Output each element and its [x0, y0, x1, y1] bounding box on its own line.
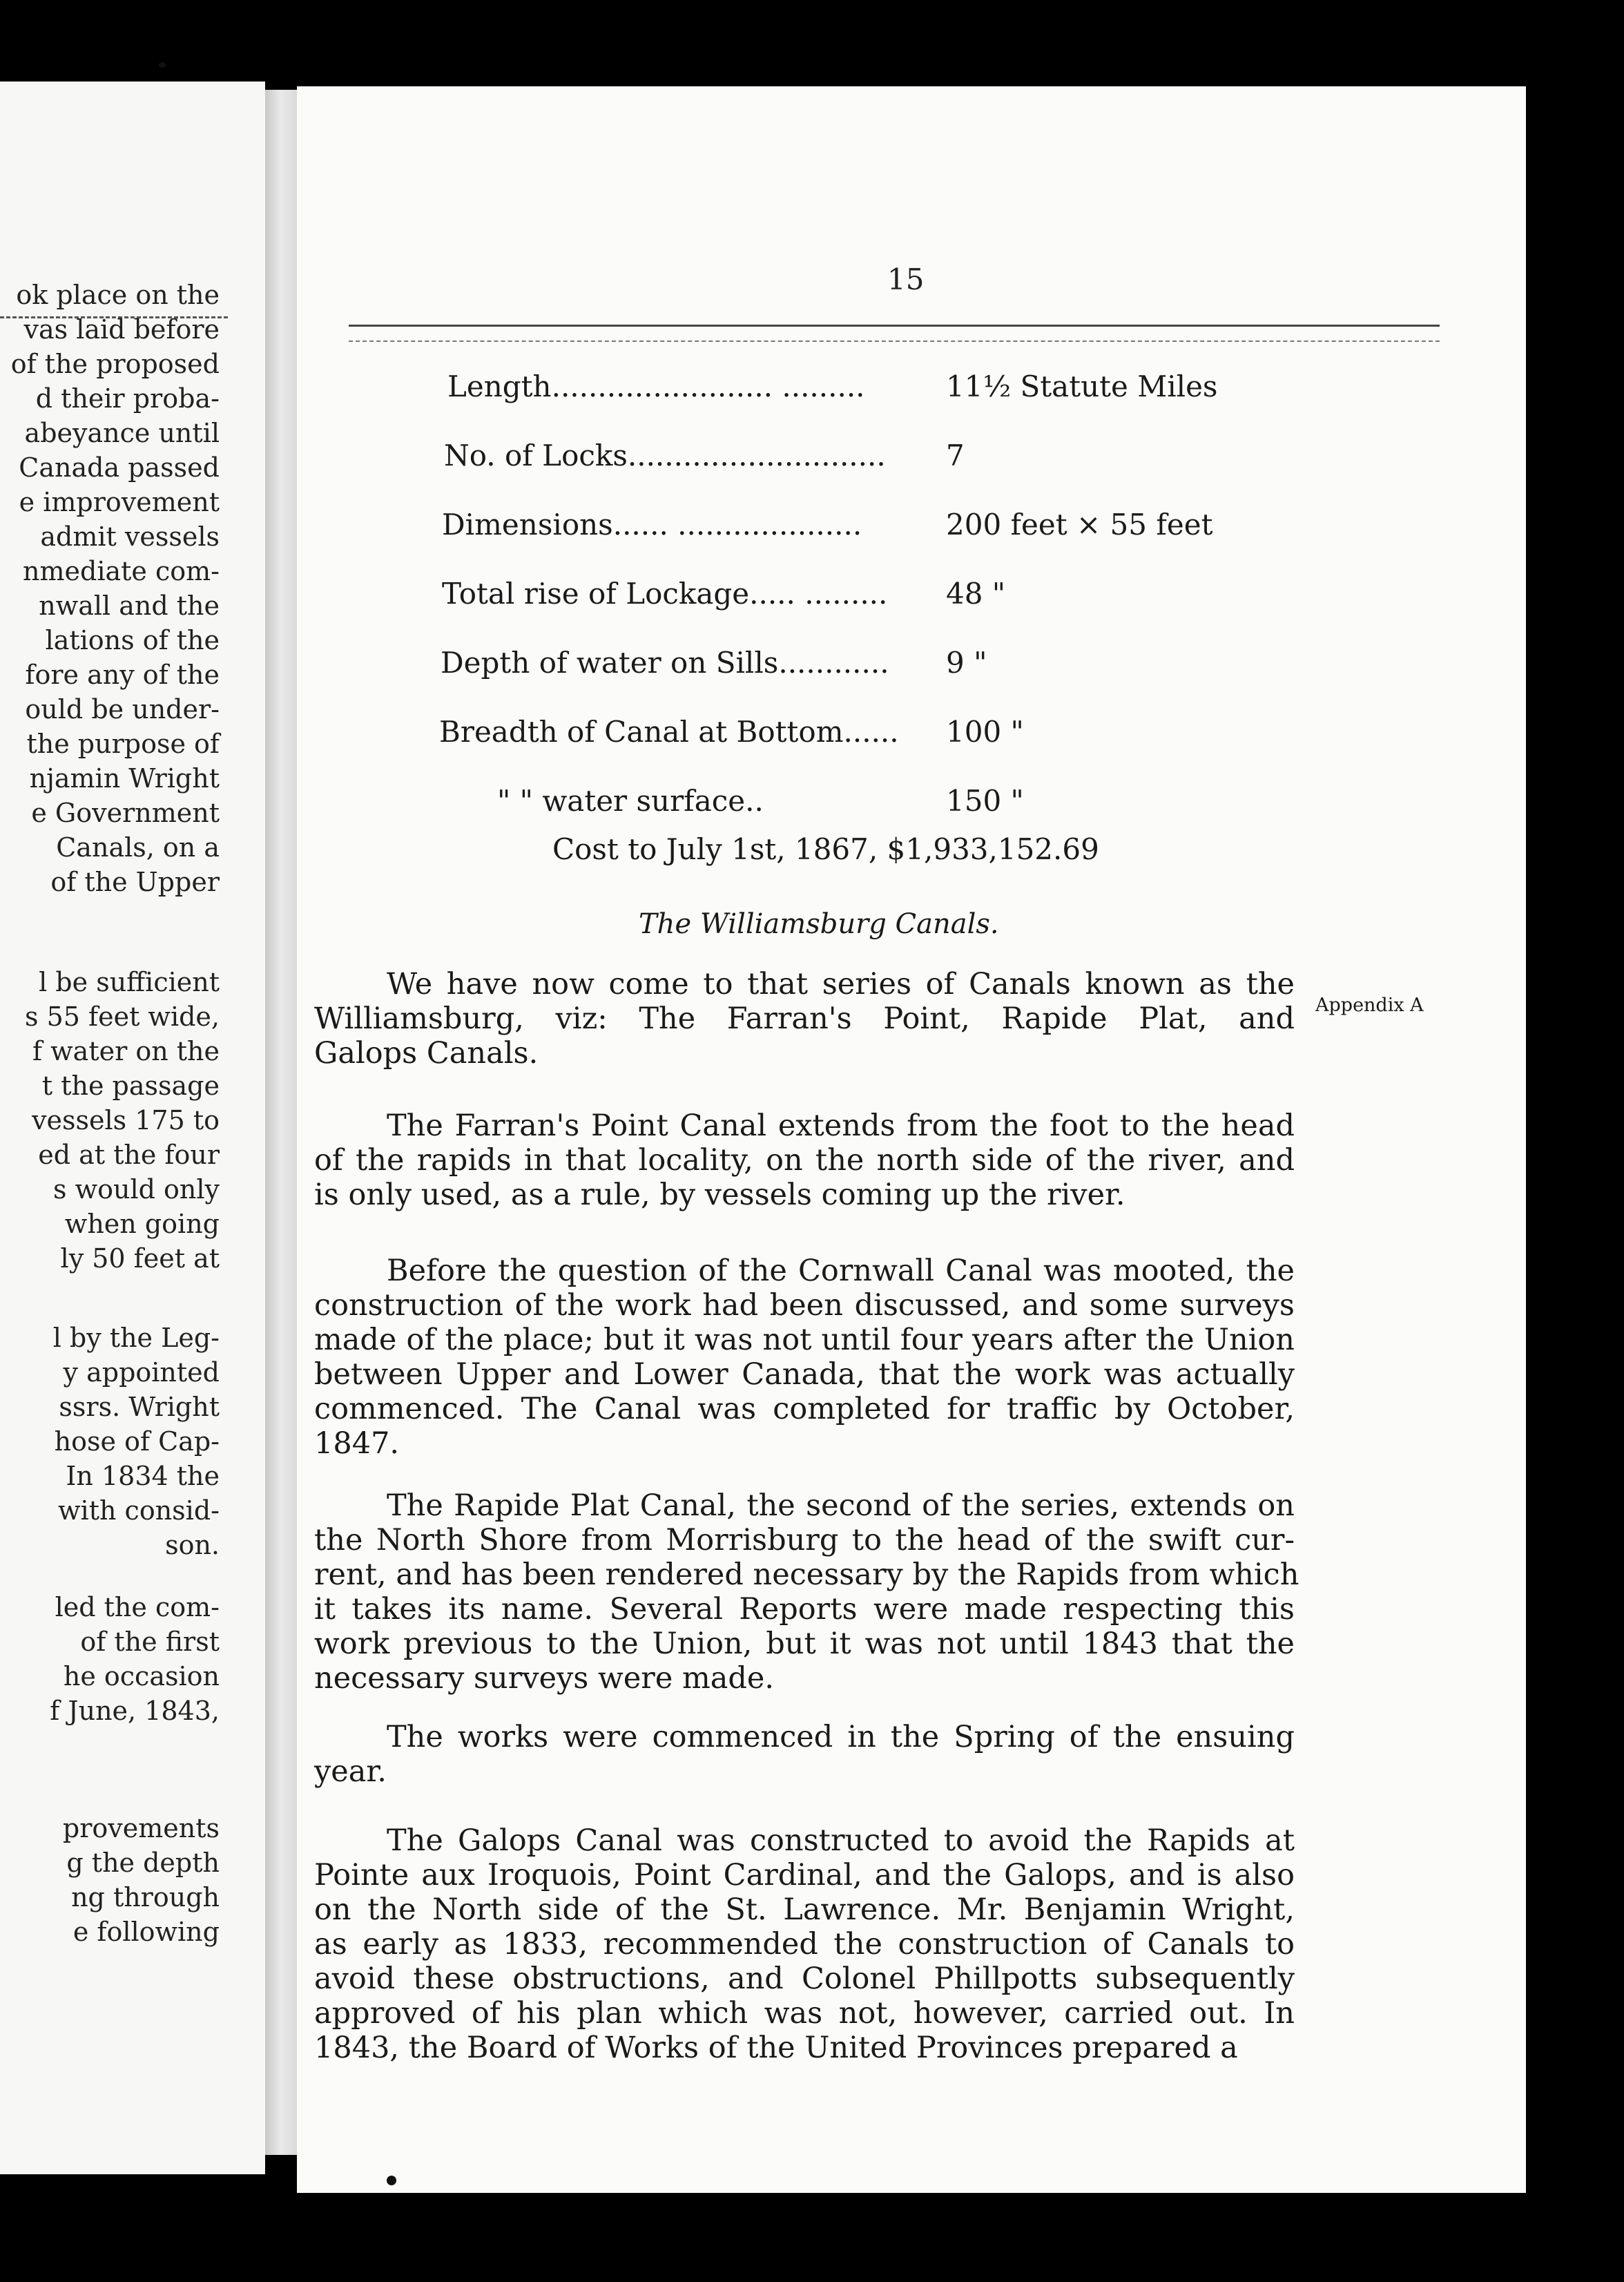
paragraph-line: between Upper and Lower Canada, that the work was actually [314, 1357, 1295, 1392]
paragraph-line: We have now come to that series of Canals known as the [387, 967, 1295, 1001]
left-page-line: y appointed [63, 1357, 220, 1388]
paragraph-line: Pointe aux Iroquois, Point Cardinal, and the Galops, and is also [314, 1858, 1295, 1892]
spec-label: Depth of water on Sills............ [441, 646, 889, 680]
spec-value: 48 " [946, 577, 1006, 611]
paragraph-line: on the North side of the St. Lawrence. Mr. Benjamin Wright, [314, 1892, 1295, 1927]
spec-value: 9 " [946, 646, 987, 680]
left-page-line: f water on the [32, 1036, 220, 1066]
paragraph-line: The works were commenced in the Spring of the ensuing [387, 1720, 1295, 1754]
left-page-line: with consid- [58, 1495, 220, 1526]
left-page-line: Canals, on a [56, 832, 220, 863]
left-page-line: ly 50 feet at [60, 1243, 220, 1274]
left-page-line: provements [62, 1813, 220, 1843]
spec-label: Dimensions...... .................... [442, 508, 862, 541]
marginal-note: Appendix A [1315, 995, 1424, 1016]
left-page-line: fore any of the [25, 660, 220, 690]
left-page-line: vessels 175 to [32, 1105, 220, 1135]
left-page-line: t the passage [41, 1071, 220, 1101]
left-page-line: e following [72, 1917, 220, 1947]
paragraph-line: construction of the work had been discussed, and some surveys [314, 1288, 1295, 1323]
paragraph [314, 1109, 1295, 1212]
left-page-line: admit vessels [40, 521, 220, 552]
paragraph-line: 1847. [314, 1426, 400, 1461]
spec-label: Total rise of Lockage..... ......... [442, 577, 888, 611]
paragraph [314, 1488, 1299, 1696]
spec-value: 7 [946, 439, 965, 472]
left-page-line: of the first [80, 1627, 220, 1657]
paragraph-line: Galops Canals. [314, 1036, 539, 1071]
paragraph-line: The Farran's Point Canal extends from the foot to the head [387, 1109, 1295, 1143]
left-page-line: e Government [31, 798, 220, 828]
left-page-line: njamin Wright [29, 763, 220, 794]
left-page-line: ok place on the [16, 280, 220, 310]
left-page-line: In 1834 the [66, 1461, 220, 1491]
spec-label: No. of Locks............................ [444, 439, 886, 472]
left-page-line: when going [64, 1209, 220, 1239]
left-page-line: abeyance until [24, 418, 220, 448]
left-page-line: nwall and the [39, 591, 220, 621]
paragraph-line: is only used, as a rule, by vessels coming up the river. [314, 1178, 1125, 1212]
scan-speck [159, 62, 166, 68]
paragraph-line: Before the question of the Cornwall Canal was mooted, the [387, 1254, 1295, 1288]
left-page-line: f June, 1843, [50, 1696, 220, 1726]
paragraph [314, 1254, 1295, 1461]
left-page-line: s would only [53, 1174, 220, 1205]
paragraph [314, 1823, 1295, 2065]
left-page-line: he occasion [63, 1661, 220, 1691]
paragraph-line: year. [314, 1754, 387, 1789]
left-page-line: s 55 feet wide, [25, 1001, 220, 1032]
left-page-line: hose of Cap- [54, 1426, 220, 1457]
left-page-line: ssrs. Wright [59, 1392, 220, 1422]
paragraph-line: rent, and has been rendered necessary by the Rapids from which [314, 1557, 1299, 1592]
paragraph-line: commenced. The Canal was completed for traffic by October, [314, 1392, 1295, 1426]
paragraph-line: The Galops Canal was constructed to avoid the Rapids at [387, 1823, 1295, 1858]
spec-value: 200 feet × 55 feet [946, 508, 1213, 541]
spec-label: Breadth of Canal at Bottom...... [439, 715, 899, 749]
left-page-line: l be sufficient [39, 967, 220, 997]
cost-line: Cost to July 1st, 1867, $1,933,152.69 [552, 832, 1099, 866]
section-title: The Williamsburg Canals. [639, 908, 999, 940]
left-facing-page [0, 82, 265, 2174]
left-page-line: l by the Leg- [52, 1323, 220, 1353]
paragraph [314, 1720, 1295, 1789]
paragraph-line: necessary surveys were made. [314, 1661, 775, 1696]
left-page-line: Canada passed [19, 452, 220, 483]
spec-label: Length........................ ......... [447, 370, 865, 403]
paragraph-line: work previous to the Union, but it was not until 1843 that the [314, 1627, 1295, 1661]
scan-speck [387, 2176, 396, 2185]
left-page-line: g the depth [66, 1848, 220, 1878]
paragraph-line: it takes its name. Several Reports were made respecting this [314, 1592, 1295, 1627]
spec-value: 150 " [946, 784, 1024, 818]
left-page-line: ng through [71, 1882, 220, 1912]
left-page-line: the purpose of [26, 729, 220, 759]
spec-value: 100 " [946, 715, 1024, 749]
paragraph-line: the North Shore from Morrisburg to the head of the swift cur- [314, 1523, 1295, 1557]
left-page-line: ould be under- [25, 694, 220, 725]
left-page-line: son. [165, 1530, 220, 1560]
paragraph-line: 1843, the Board of Works of the United Provinces prepared a [314, 2031, 1238, 2065]
paragraph-line: approved of his plan which was not, however, carried out. In [314, 1996, 1295, 2031]
left-page-line: of the proposed [10, 349, 220, 379]
paragraph-line: The Rapide Plat Canal, the second of the series, extends on [387, 1488, 1295, 1523]
paragraph [314, 967, 1295, 1071]
left-page-line: ed at the four [38, 1140, 220, 1170]
paragraph-line: made of the place; but it was not until four years after the Union [314, 1323, 1295, 1357]
left-page-line: e improvement [19, 487, 220, 517]
paragraph-line: Williamsburg, viz: The Farran's Point, Rapide Plat, and [314, 1001, 1295, 1036]
left-page-line: of the Upper [50, 867, 220, 897]
paragraph-line: as early as 1833, recommended the construction of Canals to [314, 1927, 1295, 1962]
header-rule [349, 325, 1440, 342]
spec-value: 11½ Statute Miles [946, 370, 1218, 403]
left-page-line: d their proba- [35, 383, 220, 414]
left-page-line: nmediate com- [23, 556, 220, 586]
left-page-line: vas laid before [23, 314, 220, 345]
paragraph-line: of the rapids in that locality, on the north side of the river, and [314, 1143, 1295, 1178]
page-number: 15 [887, 262, 925, 296]
left-page-line: led the com- [55, 1592, 220, 1622]
paragraph-line: avoid these obstructions, and Colonel Phillpotts subsequently [314, 1962, 1295, 1996]
left-page-line: lations of the [45, 625, 220, 655]
spec-label: " " water surface.. [497, 784, 764, 818]
